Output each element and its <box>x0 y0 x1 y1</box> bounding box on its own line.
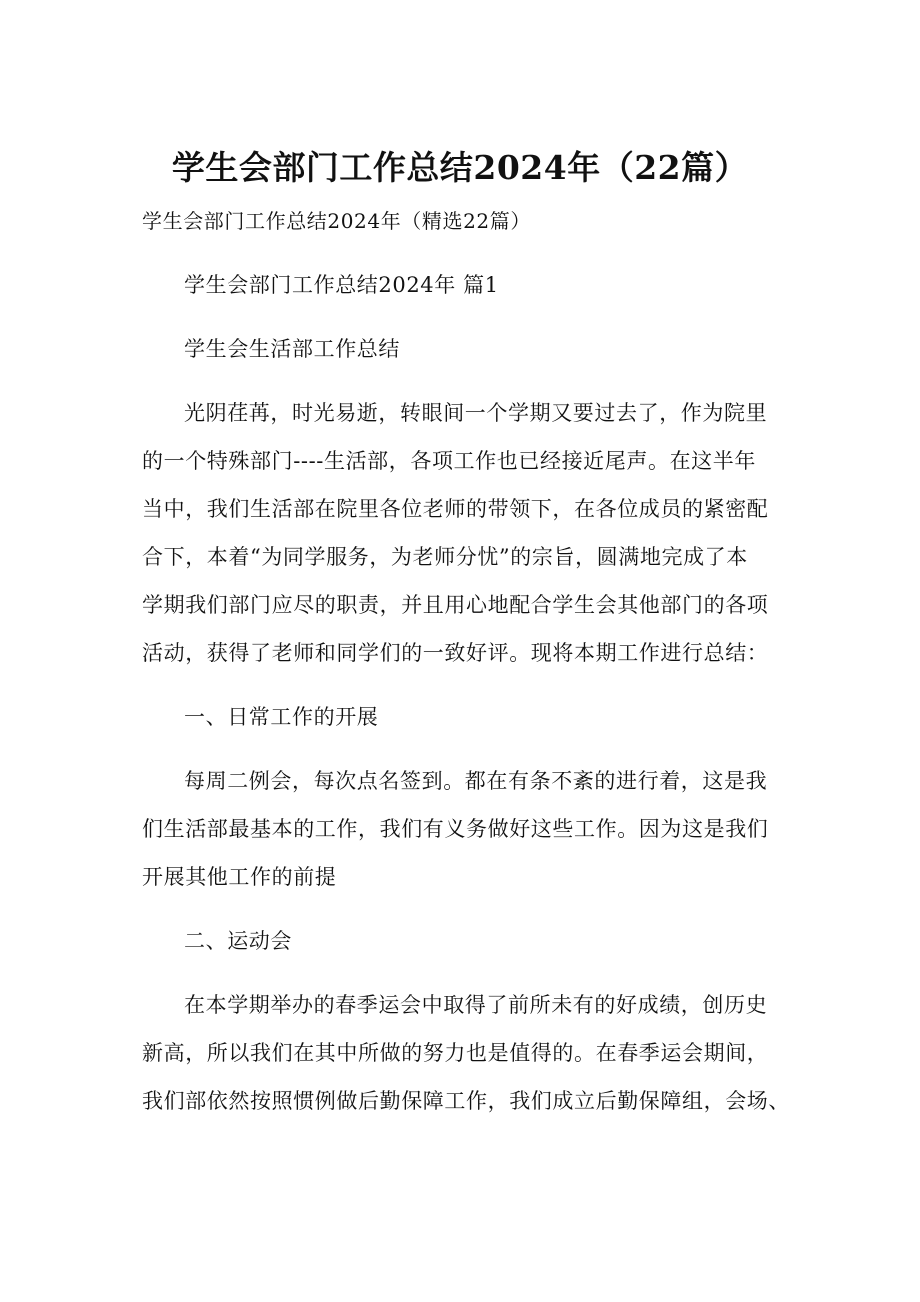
section-heading-sports-meet: 二、运动会 <box>184 929 292 953</box>
paragraph-line: 在本学期举办的春季运会中取得了前所未有的好成绩，创历史 <box>184 993 768 1017</box>
paragraph-line: 光阴荏苒，时光易逝，转眼间一个学期又要过去了，作为院里 <box>184 401 768 425</box>
section-heading-daily-work: 一、日常工作的开展 <box>184 705 379 729</box>
document-subtitle: 学生会部门工作总结2024年（精选22篇） <box>142 209 531 233</box>
paragraph-line: 活动，获得了老师和同学们的一致好评。现将本期工作进行总结： <box>142 641 769 665</box>
paragraph-line: 新高，所以我们在其中所做的努力也是值得的。在春季运会期间， <box>142 1041 769 1065</box>
paragraph-line: 开展其他工作的前提 <box>142 865 337 889</box>
paragraph-line: 当中，我们生活部在院里各位老师的带领下，在各位成员的紧密配 <box>142 497 769 521</box>
paragraph-line: 每周二例会，每次点名签到。都在有条不紊的进行着，这是我 <box>184 769 768 793</box>
paragraph-line: 的一个特殊部门----生活部，各项工作也已经接近尾声。在这半年 <box>142 449 756 473</box>
paragraph-line: 我们部依然按照惯例做后勤保障工作，我们成立后勤保障组，会场、 <box>142 1089 790 1113</box>
paragraph-line: 合下，本着“为同学服务，为老师分忧”的宗旨，圆满地完成了本 <box>142 545 748 569</box>
paragraph-line: 们生活部最基本的工作，我们有义务做好这些工作。因为这是我们 <box>142 817 769 841</box>
document-title: 学生会部门工作总结2024年（22篇） <box>171 148 749 187</box>
article-title: 学生会生活部工作总结 <box>184 337 400 361</box>
paragraph-line: 学期我们部门应尽的职责，并且用心地配合学生会其他部门的各项 <box>142 593 769 617</box>
section-heading: 学生会部门工作总结2024年 篇1 <box>184 273 499 297</box>
